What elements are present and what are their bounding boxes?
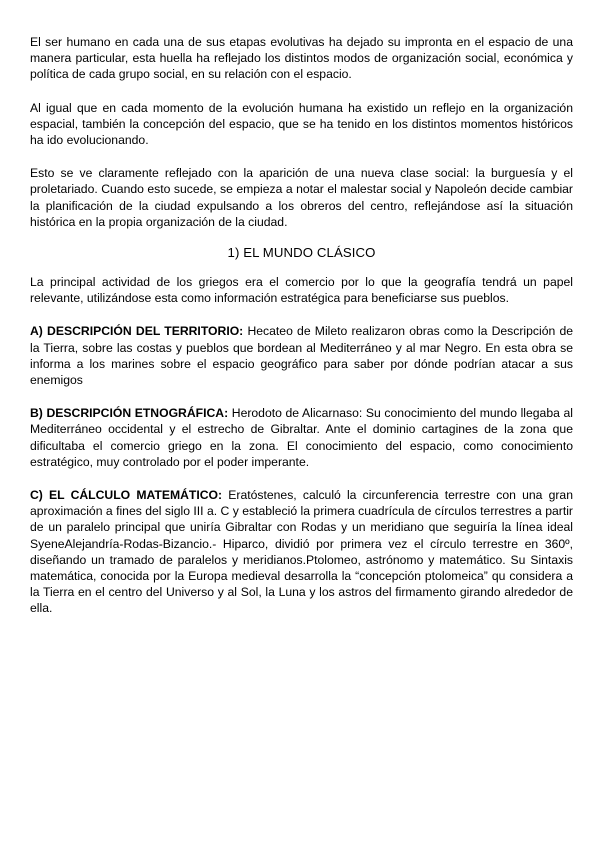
- paragraph-bourgeoisie: Esto se ve claramente reflejado con la aparición de una nueva clase social: la burguesía y el proletariado. Cuando esto sucede, se empieza a notar el malestar social y Napoleón decide cambiar la planificación de la ciudad expulsando a los obreros del centro, reflejándose así la situación histórica en la propia organización de la ciudad.: [30, 166, 573, 229]
- paragraph-spatial-evolution: Al igual que en cada momento de la evolución humana ha existido un reflejo en la organización espacial, también la concepción del espacio, que se ha tenido en los distintos momentos históricos ha ido evolucionando.: [30, 100, 573, 148]
- section-c-paragraph: [30, 487, 573, 617]
- section-c-text: Eratóstenes, calculó la circunferencia terrestre con una gran aproximación a fines del siglo III a. C y estableció la primera cuadrícula de círculos terrestres a partir de un paralelo principal que uniría Gibraltar con Rodas y un meridiano que seguiría la línea ideal SyeneAlejandría-Rodas-Bizancio.- Hiparco, dividió por primera vez el círculo terrestre en 360º, diseñando un tramado de paralelos y meridianos.Ptolomeo, astrónomo y matemático. Su Sintaxis matemática, conocida por la Europa medieval desarrolla la “concepción ptolomeica” qu considera a la Tierra en el centro del Universo y al Sol, la Luna y los astros del firmamento girando alrededor de ella.: [30, 488, 573, 616]
- section-c-lead: C) EL CÁLCULO MATEMÁTICO:: [30, 488, 223, 503]
- section-a-text: Hecateo de Mileto realizaron obras como la Descripción de la Tierra, sobre las costas y pueblos que bordean al Mediterráneo y al mar Negro. En esta obra se informa a los marines sobre el espacio geográfico para saber por dónde podrían atacar a sus enemigos: [30, 324, 574, 388]
- paragraph-greek-commerce: La principal actividad de los griegos era el comercio por lo que la geografía tendrá un papel relevante, utilizándose esta como información estratégica para beneficiarse sus pueblos.: [30, 275, 573, 306]
- document-page: [30, 34, 573, 617]
- section-b-paragraph: [30, 405, 573, 470]
- section-a-lead: A) DESCRIPCIÓN DEL TERRITORIO:: [30, 324, 244, 339]
- section-b-lead: B) DESCRIPCIÓN ETNOGRÁFICA:: [30, 406, 229, 421]
- section-b-text: Herodoto de Alicarnaso: Su conocimiento del mundo llegaba al Mediterráneo occidental y el estrecho de Gibraltar. Ante el dominio cartagines de la zona que dificultaba el comercio griego en la zona. El conocimiento del espacio, como conocimiento estratégico, muy controlado por el poder imperante.: [30, 406, 573, 469]
- section-heading: 1) EL MUNDO CLÁSICO: [227, 245, 376, 261]
- paragraph-intro: El ser humano en cada una de sus etapas evolutivas ha dejado su impronta en el espacio de una manera particular, esta huella ha reflejado los distintos modos de organización social, económica y política de cada grupo social, en su relación con el espacio.: [30, 35, 573, 82]
- section-a-paragraph: [30, 323, 573, 388]
